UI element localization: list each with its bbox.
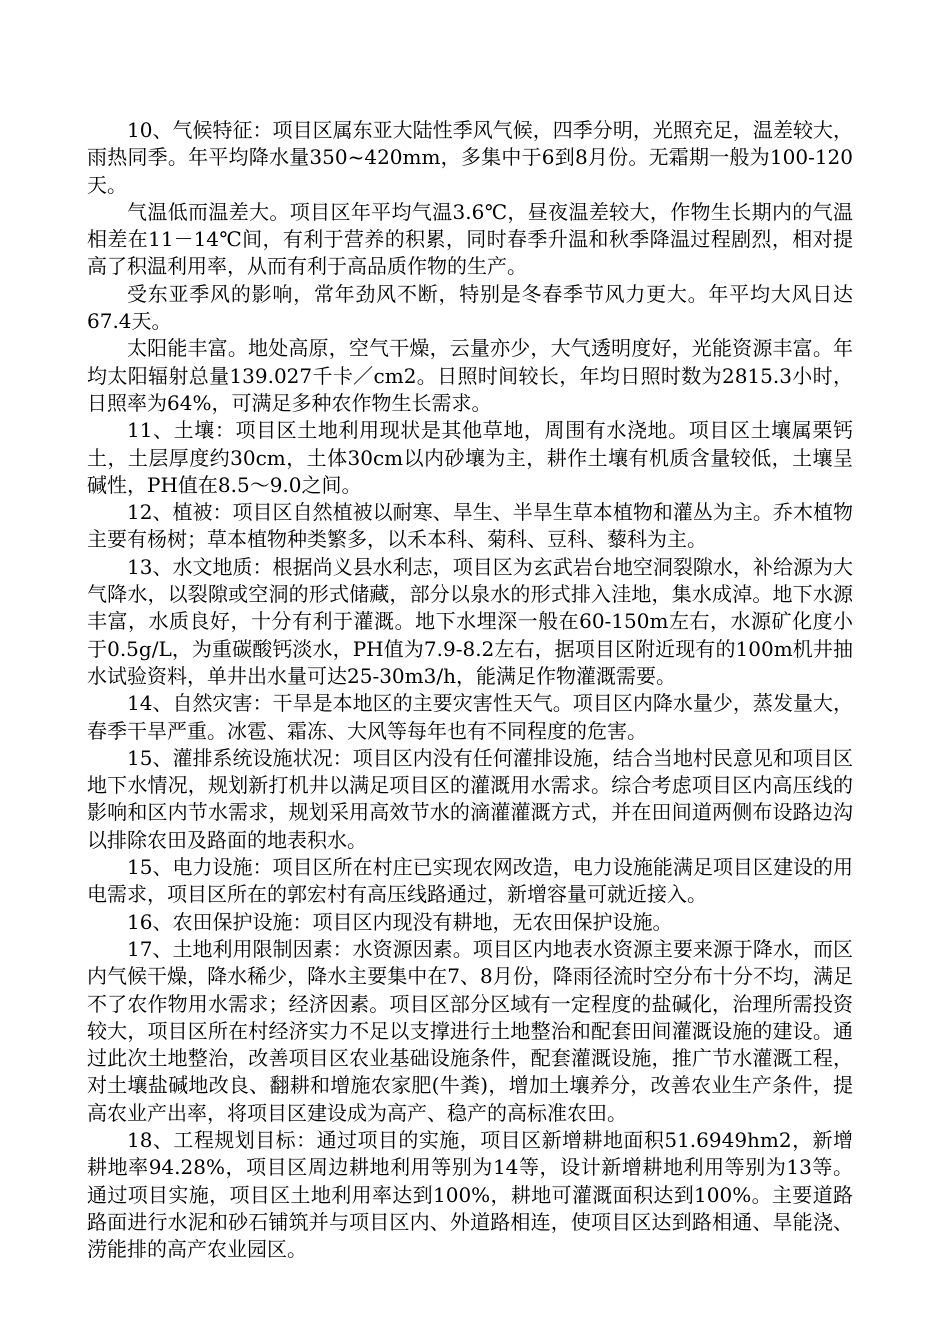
paragraph-land-use-constraints: 17、土地利用限制因素：水资源因素。项目区内地表水资源主要来源于降水，而区内气候干燥，降水稀少，降水主要集中在7、8月份，降雨径流时空分布十分不均，满足不了农作物用水需求；经济因素。项目区部分区域有一定程度的盐碱化，治理所需投资较大，项目区所在村经济实力不足以支撑进行土地整治和配套田间灌溉设施的建设。通过此次土地整治，改善项目区农业基础设施条件，配套灌溉设施，推广节水灌溉工程，对土壤盐碱地改良、翻耕和增施农家肥(牛粪)，增加土壤养分，改善农业生产条件，提高农业产出率，将项目区建设成为高产、稳产的高标准农田。 [87, 936, 853, 1125]
paragraph-farmland-protection: 16、农田保护设施：项目区内现没有耕地，无农田保护设施。 [127, 909, 673, 934]
paragraph-hydrogeology: 13、水文地质：根据尚义县水利志，项目区为玄武岩台地空洞裂隙水，补给源为大气降水，以裂隙或空洞的形式储藏，部分以泉水的形式排入洼地，集水成淖。地下水源丰富，水质良好，十分有利于灌溉。地下水埋深一般在60-150m左右，水源矿化度小于0.5g/L，为重碳酸钙淡水，PH值为7.9-8.2左右，据项目区附近现有的100m机井抽水试验资料，单井出水量可达25-30m3/h，能满足作物灌溉需要。 [87, 554, 853, 688]
paragraph-soil: 11、土壤：项目区土地利用现状是其他草地，周围有水浇地。项目区土壤属栗钙土，土层厚度约30cm，土体30cm以内砂壤为主，耕作土壤有机质含量较低，土壤呈碱性，PH值在8.5～9.0之间。 [87, 418, 853, 497]
paragraph-wind: 受东亚季风的影响，常年劲风不断，特别是冬春季节风力更大。年平均大风日达67.4天。 [87, 281, 853, 334]
paragraph-solar: 太阳能丰富。地处高原，空气干燥，云量亦少，大气透明度好，光能资源丰富。年均太阳辐射总量139.027千卡／cm2。日照时间较长，年均日照时数为2815.3小时，日照率为64%，可满足多种农作物生长需求。 [87, 336, 853, 415]
paragraph-planning-goals: 18、工程规划目标：通过项目的实施，项目区新增耕地面积51.6949hm2，新增耕地率94.28%，项目区周边耕地利用等别为14等，设计新增耕地利用等别为13等。通过项目实施，项目区土地利用率达到100%，耕地可灌溉面积达到100%。主要道路路面进行水泥和砂石铺筑并与项目区内、外道路相连，使项目区达到路相通、旱能浇、涝能排的高产农业园区。 [87, 1127, 853, 1262]
paragraph-temperature: 气温低而温差大。项目区年平均气温3.6℃，昼夜温差较大，作物生长期内的气温相差在11－14℃间，有利于营养的积累，同时春季升温和秋季降温过程剧烈，相对提高了积温利用率，从而有利于高品质作物的生产。 [87, 199, 853, 279]
paragraph-climate: 10、气候特征：项目区属东亚大陆性季风气候，四季分明，光照充足，温差较大，雨热同季。年平均降水量350~420mm，多集中于6到8月份。无霜期一般为100-120天。 [87, 118, 853, 197]
paragraph-vegetation: 12、植被：项目区自然植被以耐寒、旱生、半旱生草本植物和灌丛为主。乔木植物主要有杨树；草本植物种类繁多，以禾本科、菊科、豆科、藜科为主。 [87, 500, 853, 552]
paragraph-power-facilities: 15、电力设施：项目区所在村庄已实现农网改造，电力设施能满足项目区建设的用电需求，项目区所在的郭宏村有高压线路通过，新增容量可就近接入。 [87, 855, 853, 907]
paragraph-irrigation-drainage: 15、灌排系统设施状况：项目区内没有任何灌排设施，结合当地村民意见和项目区地下水情况，规划新打机井以满足项目区的灌溉用水需求。综合考虑项目区内高压线的影响和区内节水需求，规划采用高效节水的滴灌灌溉方式，并在田间道两侧布设路边沟以排除农田及路面的地表积水。 [87, 745, 853, 852]
document-body [87, 117, 853, 1263]
paragraph-natural-disasters: 14、自然灾害：干旱是本地区的主要灾害性天气。项目区内降水量少，蒸发量大，春季干旱严重。冰雹、霜冻、大风等每年也有不同程度的危害。 [87, 691, 853, 743]
